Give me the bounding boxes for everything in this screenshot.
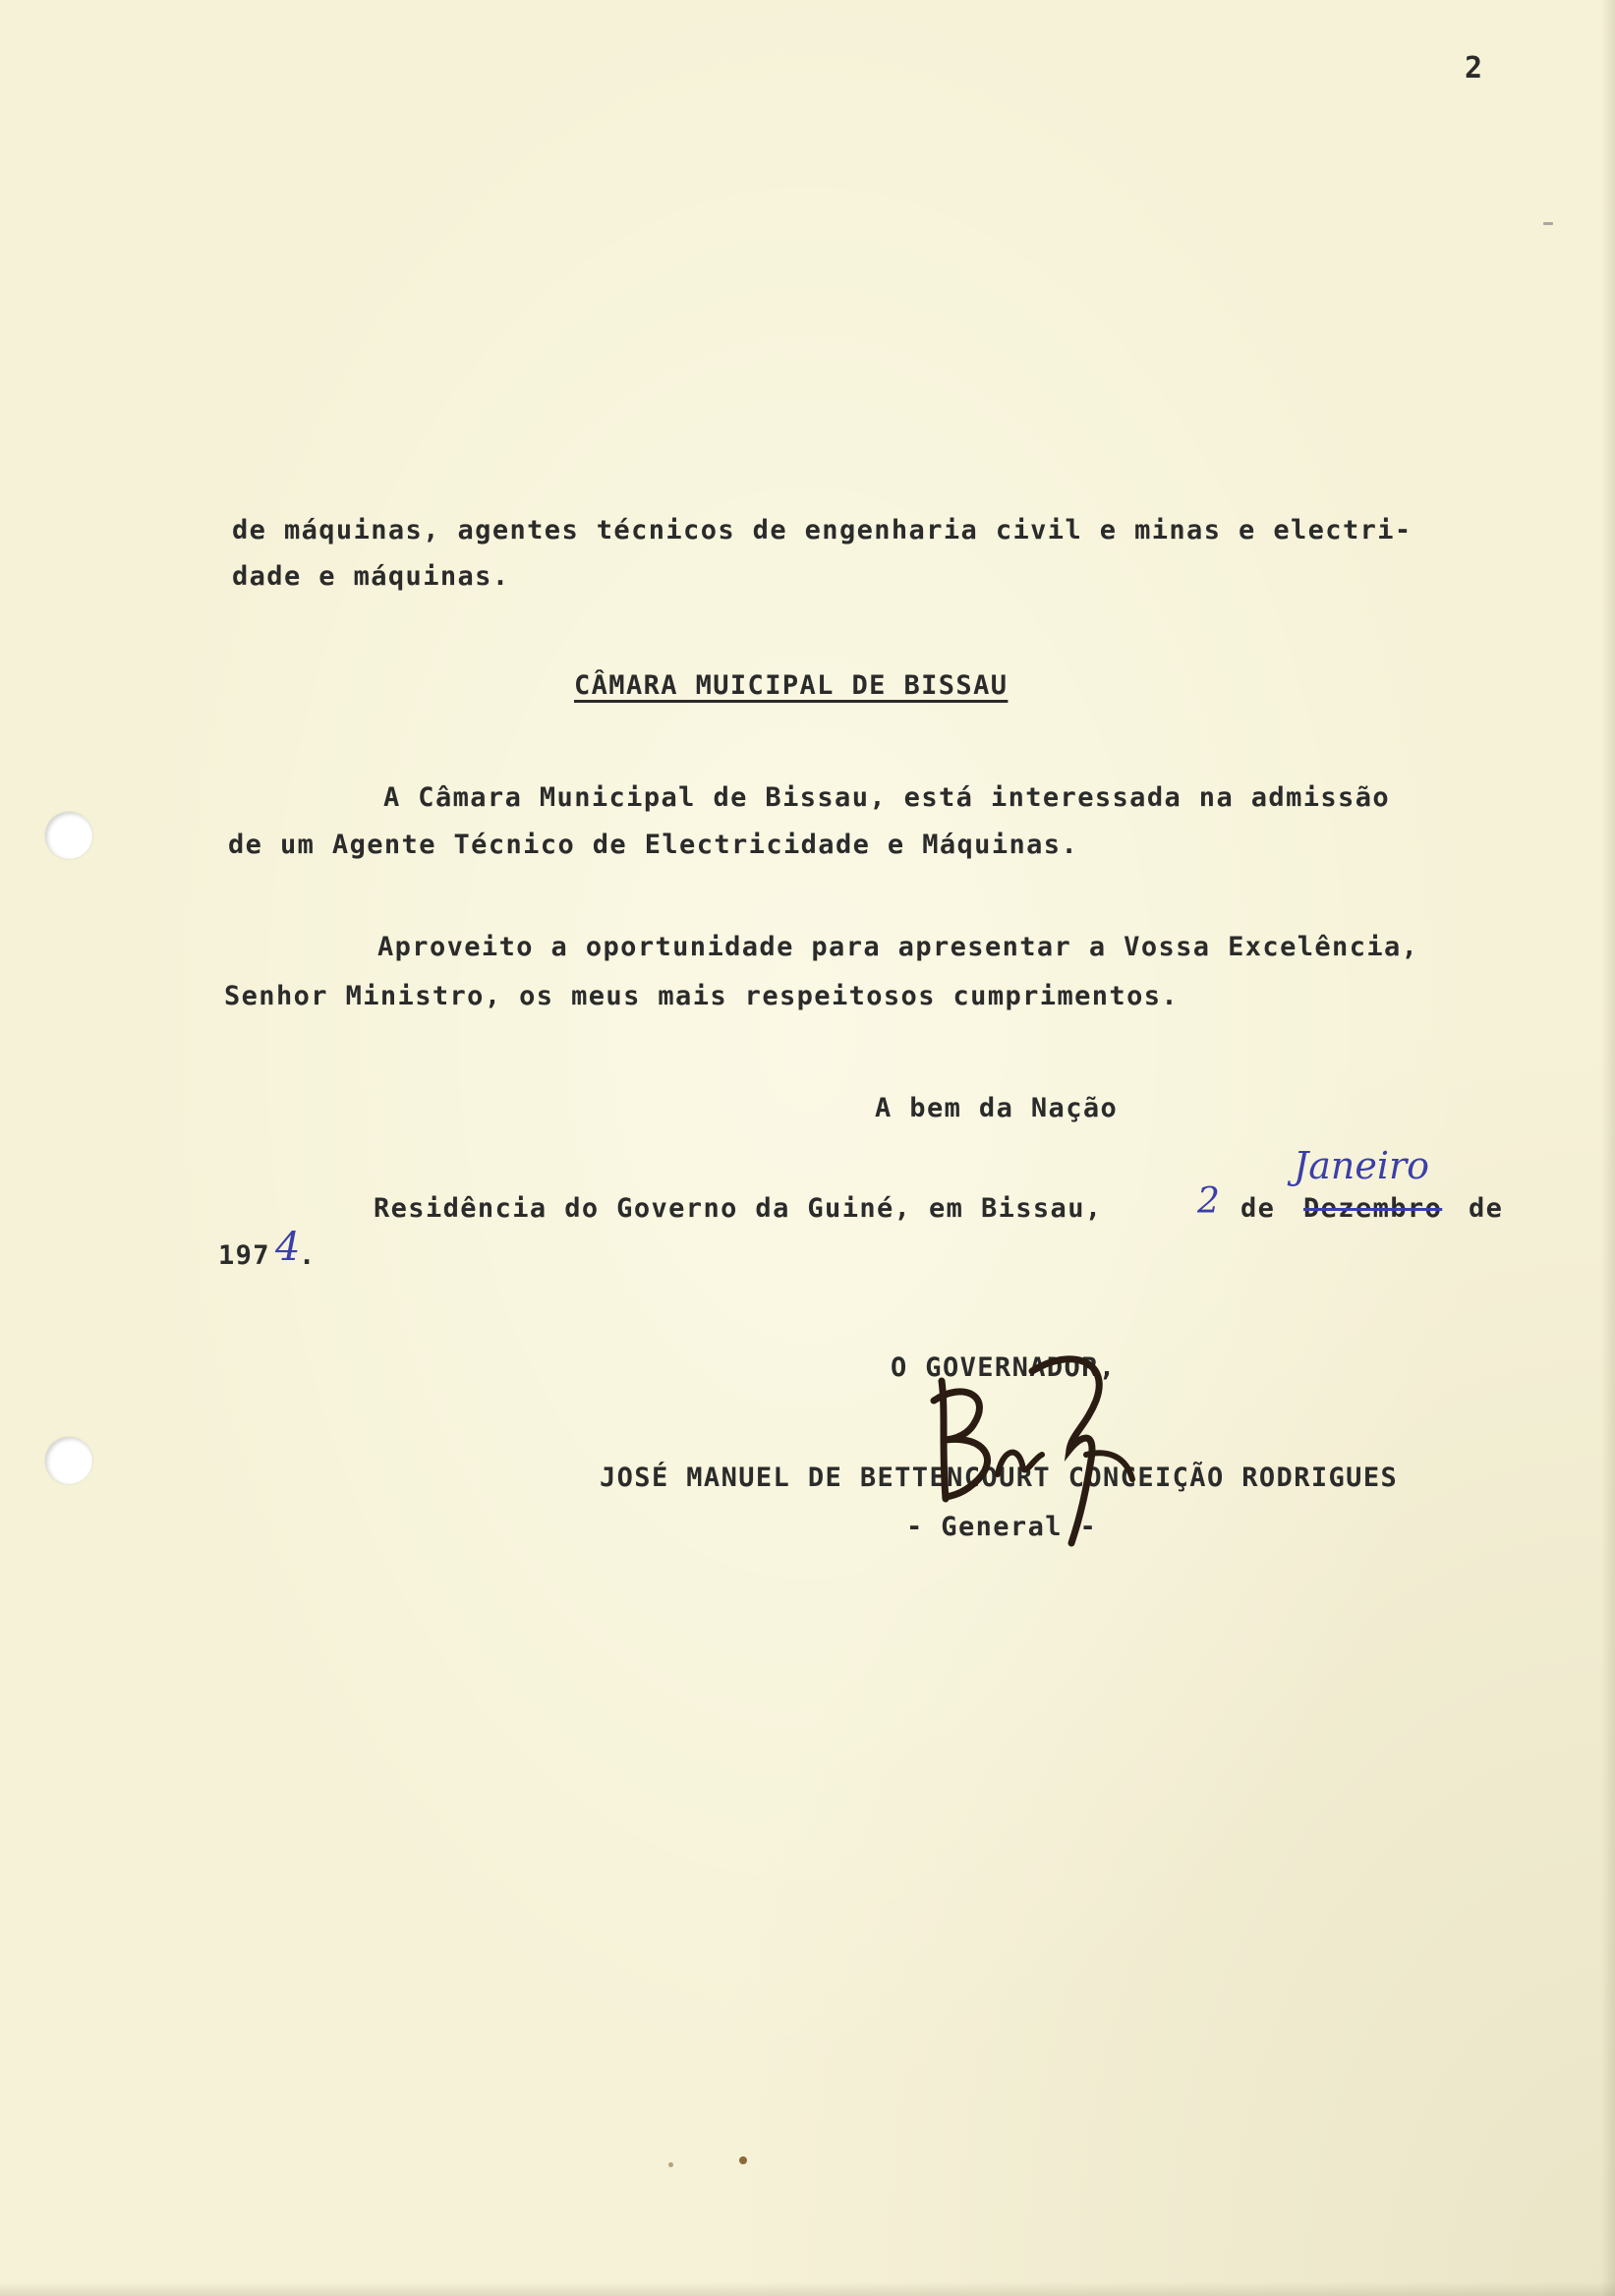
signature-title: O GOVERNADOR, [891,1352,1117,1383]
page-number: 2 [1465,51,1483,86]
year-typed: 197 [218,1240,270,1271]
date-line-connector: de [1240,1193,1276,1224]
salutation: A bem da Nação [875,1093,1119,1123]
handwritten-month: Janeiro [1294,1144,1430,1187]
punch-hole-top [45,812,92,859]
year-handwritten-digit: 4 [275,1225,301,1270]
struck-month-text: Dezembro [1303,1193,1443,1224]
page-edge-shadow-bottom [0,2282,1615,2296]
signatory-rank: - General - [906,1512,1098,1542]
year-end: . [299,1240,317,1271]
paragraph-3-line-1: Aproveito a oportunidade para apresentar a Vossa Excelência, [377,932,1419,962]
signatory-name: JOSÉ MANUEL DE BETTENCOURT CONCEIÇÃO RODRIGUES [600,1463,1399,1493]
paragraph-2-line-2: de um Agente Técnico de Electricidade e Máquinas. [228,830,1079,860]
page-edge-shadow [1601,0,1615,2296]
paragraph-1-line-1: de máquinas, agentes técnicos de engenharia civil e minas e electri- [232,515,1413,545]
paper-speck [668,2162,673,2167]
punch-hole-bottom [45,1437,92,1484]
section-heading: CÂMARA MUICIPAL DE BISSAU [574,670,1009,701]
paragraph-2-line-1: A Câmara Municipal de Bissau, está interessada na admissão [383,782,1391,813]
handwritten-signature [924,1342,1140,1548]
paper-speck [739,2156,747,2164]
date-line-suffix: de [1469,1193,1504,1224]
handwritten-day: 2 [1197,1181,1220,1222]
paragraph-3-line-2: Senhor Ministro, os meus mais respeitosos cumprimentos. [224,981,1180,1011]
struck-month [1303,1185,1442,1233]
date-line-prefix: Residência do Governo da Guiné, em Bissau, [374,1193,1103,1224]
paragraph-1-line-2: dade e máquinas. [232,561,510,592]
paper-mark [1543,222,1553,225]
